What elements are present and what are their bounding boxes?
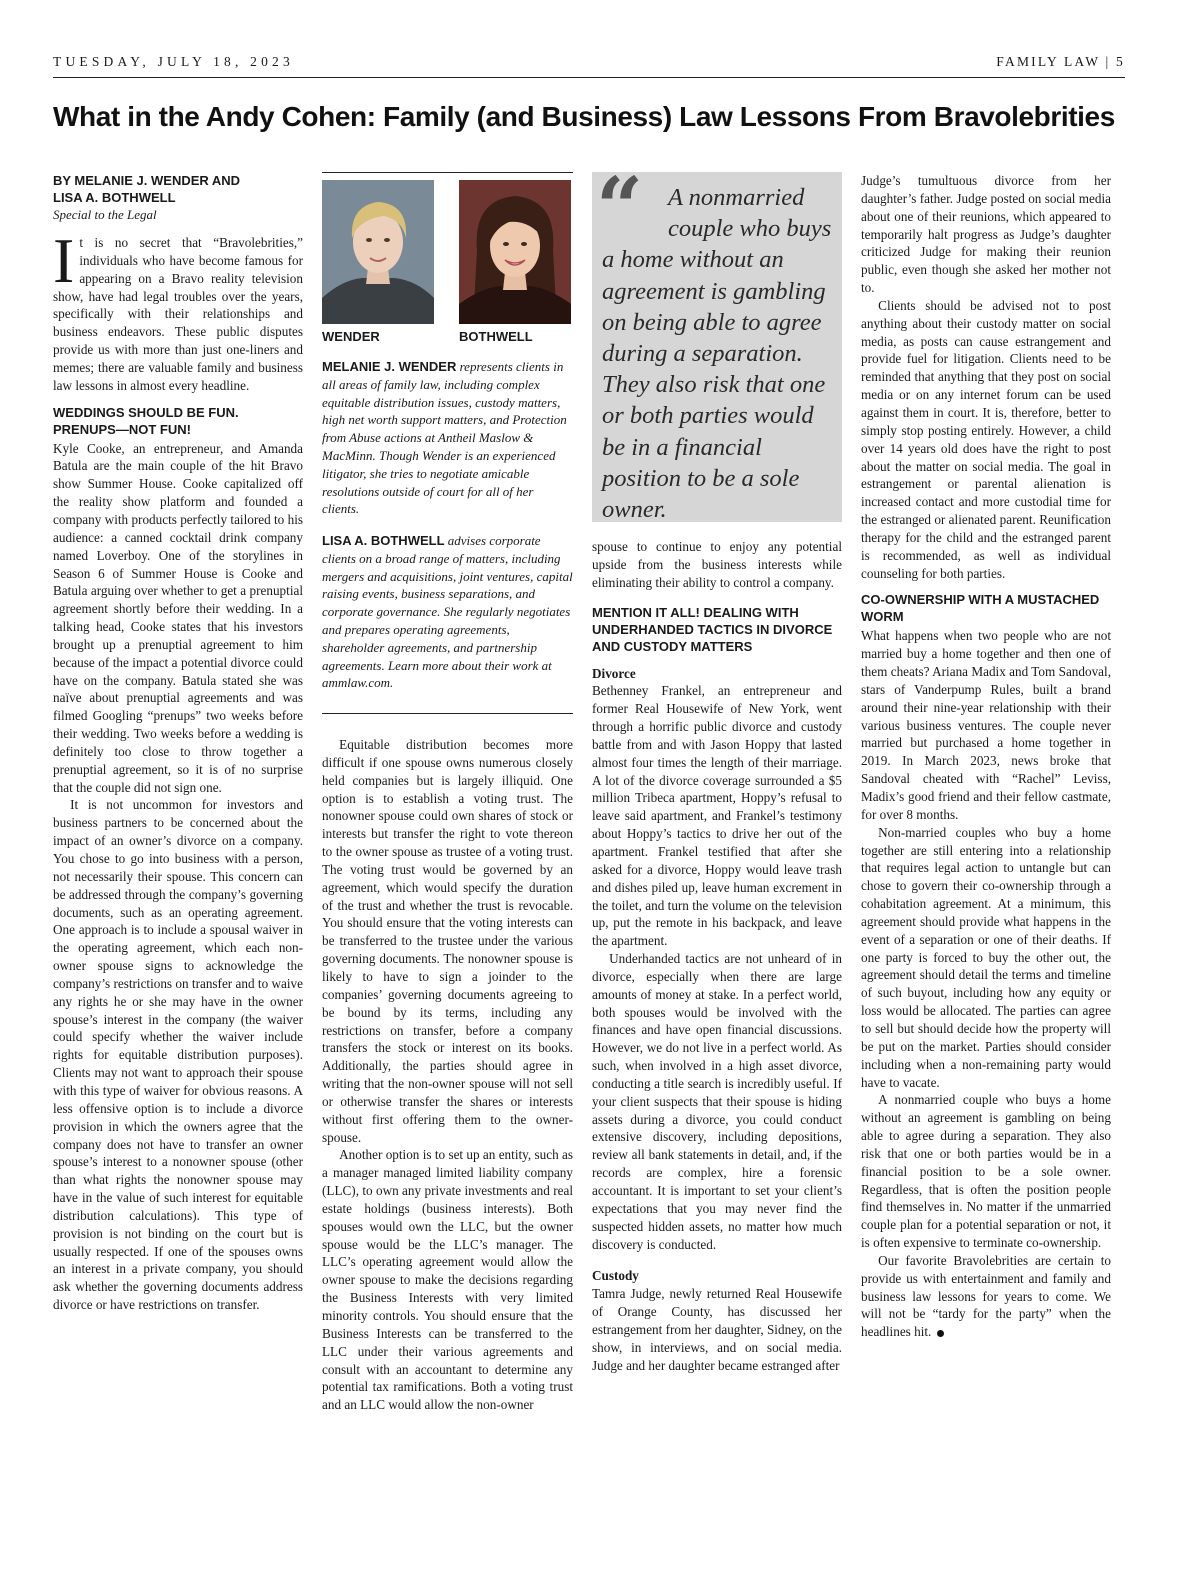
- author-bio-box: [322, 172, 573, 715]
- paragraph: Underhanded tactics are not unheard of in divorce, especially when there are large amounts of money at stake. In a perfect world, both spouses would be involved with the finances and have open financial discussions. However, we do not live in a perfect world. As such, when involved in a high asset divorce, conducting a title search is incredibly useful. If your client suspects that their spouse is hiding assets during a divorce, you could conduct extensive discovery, including depositions, review all bank statements in detail, and, if the records are complex, hire a forensic accountant. It is important to set your client’s expectations that you may never find the suspected hidden assets, no matter how much discovery is conducted.: [592, 951, 842, 1252]
- wender-bio: [322, 358, 573, 518]
- photo-caption-bothwell: BOTHWELL: [459, 329, 533, 344]
- bothwell-bio-name: LISA A. BOTHWELL: [322, 533, 445, 548]
- wender-bio-text: represents clients in all areas of family law, including complex equitable distribution issues, custody matters, high net worth support matters, and Protection from Abuse actions at Antheil Maslow & MacMinn. Though Wender is an experienced litigator, she tries to negotiate amicable resolutions outside of court for all of her clients.: [322, 359, 567, 517]
- subhead-co-ownership: CO-OWNERSHIP WITH A MUSTACHED WORM: [861, 592, 1100, 625]
- bothwell-bio: [322, 532, 573, 692]
- closing-paragraph: [861, 1252, 1111, 1341]
- paragraph: Non-married couples who buy a home together are still entering into a relationship that requires legal action to untangle but can chose to govern their co-ownership through a cohabitation agreement. At a minimum, this agreement should provide what happens in the event of a separation or one of their deaths. If one party is forced to buy the other out, the agreement should detail the terms and timeline of such buyout, including how any equity or loss would be allocated. The parties can agree to sell but should decide how the property will be put on the market. Parties should consider including when a non-remaining party would have to vacate.: [861, 824, 1111, 1090]
- subhead-underhanded-tactics: MENTION IT ALL! DEALING WITH UNDERHANDED TACTICS IN DIVORCE AND CUSTODY MATTERS: [592, 604, 833, 654]
- page-folio: [53, 54, 1125, 78]
- end-mark-icon: [937, 1330, 944, 1337]
- section-page-label: FAMILY LAW | 5: [996, 54, 1125, 69]
- publication-date: TUESDAY, JULY 18, 2023: [53, 54, 294, 69]
- subhead-prenups: WEDDINGS SHOULD BE FUN. PRENUPS—NOT FUN!: [53, 404, 239, 437]
- bothwell-photo: [459, 180, 571, 324]
- wender-bio-name: MELANIE J. WENDER: [322, 359, 457, 374]
- byline-tagline: Special to the Legal: [53, 207, 157, 222]
- pull-quote-body: [602, 182, 834, 525]
- byline: [53, 172, 303, 206]
- paragraph: Another option is to set up an entity, such as a manager managed limited liability company (LLC), to own any private investments and real estate holdings (business interests). Both spouses would own the LLC, but the owner spouse would be the LLC’s manager. The LLC’s operating agreement would allow the owner spouse to make the decisions regarding the Business Interests with very limited minority controls. You should ensure that the Business Interests can be transferred to the LLC under their various agreements and consult with an accountant to determine any potential tax ramifications. Both a voting trust and an LLC would allow the non-owner: [322, 1147, 573, 1413]
- paragraph: spouse to continue to enjoy any potential upside from the business interests while eliminating their ability to control a company.: [592, 539, 842, 590]
- minihead-custody: Custody: [592, 1268, 639, 1284]
- column-4: [861, 172, 1111, 1341]
- pull-quote-text: A nonmarried couple who buys a home without an agreement is gambling on being able to agree during a separation. They also risk that one or both parties would be in a financial position to be a sole owner.: [602, 184, 832, 524]
- paragraph: Kyle Cooke, an entrepreneur, and Amanda Batula are the main couple of the hit Bravo show Summer House. Cooke capitalized off the reality show platform and founded a company with products perfectly tailored to his audience: a canned cocktail drink company named Loverboy. One of the storylines in Season 6 of Summer House is Cooke and Batula arguing over whether to get a prenuptial agreement shortly before their wedding. In a talking head, Cooke states that his investors brought up a prenuptial agreement to him because of the impact a potential divorce could have on the company. Batula stated she was naïve about prenuptial agreements and was filmed Googling “prenups” two weeks before their wedding. Two weeks before a wedding is definitely too close to throw together a prenuptial agreement, so it is of no surprise that the couple did not sign one.: [53, 440, 303, 795]
- paragraph: Clients should be advised not to post anything about their custody matter on social media, as posts can cause estrangement and provide fuel for litigation. Clients need to be reminded that anything that they post on social media or on any internet forum can be used against them in court. It is, therefore, better to simply stop posting entirely. However, a child over 14 years old does have the right to post about the matter on social media. The goal in estrangement or parental alienation is increased contact and more custodial time for the estranged or alienated parent. Reunification therapy for the child and the estranged parent is recommended, as well as individual counseling for both parties.: [861, 297, 1111, 581]
- drop-cap: I: [53, 225, 75, 296]
- column-3: [592, 538, 842, 1374]
- paragraph: Equitable distribution becomes more difficult if one spouse owns numerous closely held companies but is largely illiquid. One option is to establish a voting trust. The nonowner spouse could own shares of stock or interests but transfer the right to vote thereon to the owner spouse as trustee of a voting trust. The voting trust would be governed by an agreement, which would specify the duration of the trust and whether the trust is revocable. You should ensure that the voting interests can be transferred to the trustee under the various governing documents. The nonowner spouse is likely to have to sign a joinder to the companies’ governing documents agreeing to be bound by its terms, including any restrictions on transfer, before a company transfers the stock or interest on its books. Additionally, the parties should agree in writing that the non-owner spouse will not sell or otherwise transfer the shares or interests without first offering them to the owner-spouse.: [322, 737, 573, 1145]
- intro-paragraph: [53, 225, 303, 395]
- wender-photo: [322, 180, 434, 324]
- column-2: [322, 736, 573, 1414]
- paragraph: Judge’s tumultuous divorce from her daughter’s father. Judge posted on social media about one of their reunions, which appeared to temporarily halt progress as Judge’s daughter criticized Judge for making their reunion public, even though she asked her mother not to.: [861, 173, 1111, 296]
- column-1: [53, 172, 303, 1314]
- quote-mark-icon: “: [596, 160, 644, 256]
- paragraph: Tamra Judge, newly returned Real Housewife of Orange County, has discussed her estrangement from her daughter, Sidney, on the show, in interviews, and on social media. Judge and her daughter became estranged after: [592, 1286, 842, 1373]
- paragraph: What happens when two people who are not married buy a home together and then one of them cheats? Ariana Madix and Tom Sandoval, stars of Vanderpump Rules, built a brand around their nine-year relationship with their various business ventures. The couple never married but purchased a home together in 2019. In March 2023, news broke that Sandoval cheated with “Rachel” Leviss, Madix’s good friend and their fellow castmate, for over 8 months.: [861, 628, 1111, 822]
- article-headline: What in the Andy Cohen: Family (and Business) Law Lessons From Bravolebrities: [53, 101, 1115, 132]
- paragraph: A nonmarried couple who buys a home without an agreement is gambling on being able to agree during a separation. They also risk that one or both parties would be in a financial position to be a sole owner. Regardless, that is often the position people find themselves in. No matter if the unmarried couple plan for a potential separation or not, it is often expensive to terminate co-ownership.: [861, 1092, 1111, 1251]
- byline-line-2: LISA A. BOTHWELL: [53, 190, 176, 205]
- paragraph: Bethenney Frankel, an entrepreneur and former Real Housewife of New York, went through a horrific public divorce and custody battle from and with Jason Hoppy that lasted almost four times the length of their marriage. A lot of the divorce coverage surrounded a $5 million Tribeca apartment, Hoppy’s refusal to leave said apartment, and Frankel’s testimony about Hoppy’s tactics to drive her out of the apartment. Frankel testified that after she asked for a divorce, Hoppy would leave trash and dishes piled up, leave human excrement in the toilet, and turn the volume on the television up, put the remote in his backpack, and leave the apartment.: [592, 683, 842, 949]
- bothwell-bio-text: advises corporate clients on a broad range of matters, including mergers and acquisitions, joint ventures, capital raising events, business separations, and corporate governance. She regularly negotiates and prepares operating agreements, shareholder agreements, and partnership agreements. Learn more about their work at ammlaw.com.: [322, 533, 573, 691]
- byline-line-1: BY MELANIE J. WENDER AND: [53, 173, 241, 188]
- closing-text: Our favorite Bravolebrities are certain to provide us with entertainment and family and business law lessons for years to come. We will not be “tardy for the party” when the headlines hit.: [861, 1252, 1111, 1340]
- minihead-divorce: Divorce: [592, 665, 636, 681]
- paragraph: It is not uncommon for investors and business partners to be concerned about the impact of an owner’s divorce on a company. You chose to go into business with a person, not necessarily their spouse. This concern can be addressed through the company’s governing documents, such as an operating agreement. One approach is to include a spousal waiver in the operating agreement, which each non-owner spouse signs to acknowledge the company’s restrictions on transfer and to waive any rights he or she may have in the owner spouse’s interest in the company (the waiver could specify whether the waiver include rights for equitable distribution purposes). Clients may not want to approach their spouse with this type of waiver for obvious reasons. A less offensive option is to include a divorce provision in which the owners agree that the company does not have to transfer an owner spouse’s interest to a nonowner spouse (other than what rights the nonowner spouse may have in the value of such interest for equitable distribution calculations). This type of provision is not binding on the court but is usually respected. If one of the spouses owns an interest in a private company, you should ask whether the governing documents address divorce or have restrictions on transfer.: [53, 797, 303, 1313]
- photo-caption-wender: WENDER: [322, 329, 380, 344]
- intro-text: t is no secret that “Bravolebrities,” individuals who have become famous for appearing on a Bravo reality television show, have had legal troubles over the years, specifically with their relationships and business endeavors. These public disputes provide us with more than just one-liners and memes; there are valuable family and business law lessons in almost every headline.: [53, 235, 303, 393]
- divider: [322, 713, 573, 714]
- divider: [322, 172, 573, 173]
- pull-quote: [592, 160, 842, 524]
